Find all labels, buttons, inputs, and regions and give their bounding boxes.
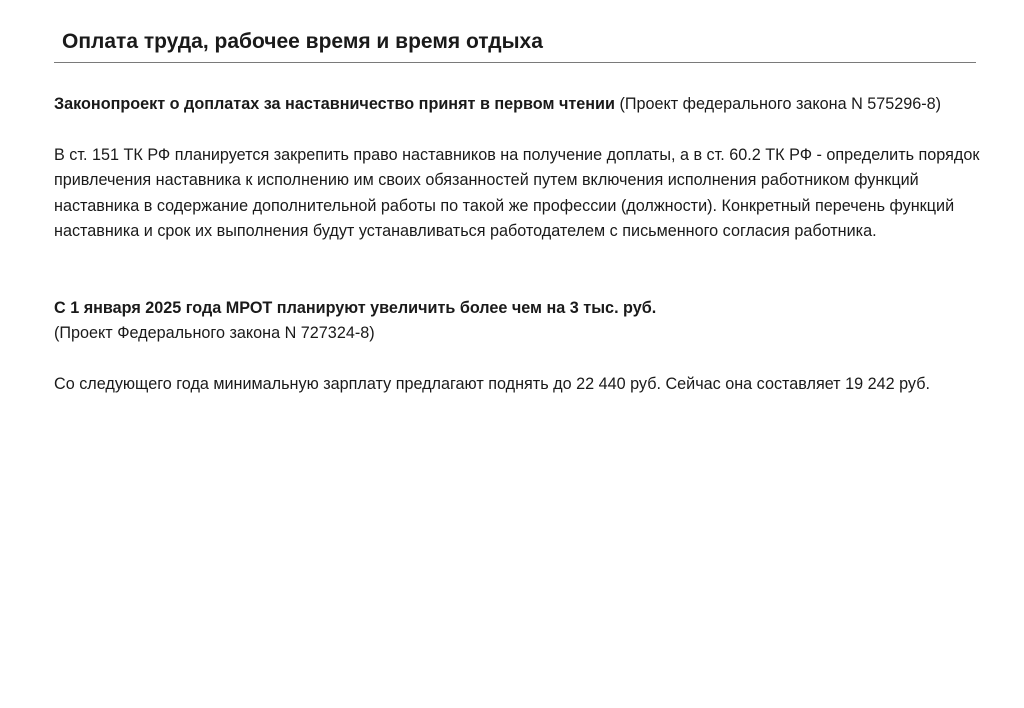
page-title: Оплата труда, рабочее время и время отдыха (62, 30, 543, 53)
title-divider (54, 62, 976, 63)
news-item-2-source: (Проект Федерального закона N 727324-8) (54, 324, 375, 342)
spacer (54, 118, 982, 143)
spacer (54, 347, 982, 372)
news-item-2-heading: С 1 января 2025 года МРОТ планируют увеличить более чем на 3 тыс. руб. (54, 298, 657, 317)
content-area (54, 92, 982, 397)
news-item-1-source: (Проект федерального закона N 575296-8) (619, 95, 942, 113)
spacer (54, 245, 982, 296)
news-item-2-body: Со следующего года минимальную зарплату предлагают поднять до 22 440 руб. Сейчас она составляет 19 242 руб. (54, 374, 930, 393)
news-item-1-heading: Законопроект о доплатах за наставничество принят в первом чтении (54, 95, 615, 113)
news-item-1-body: В ст. 151 ТК РФ планируется закрепить право наставников на получение доплаты, а в ст. 60.2 ТК РФ - определить порядок привлечения наставника к исполнению им своих обязанностей путем включения исполнения работником функций наставника в содержание дополнительной работы по такой же профессии (должности). Конкретный перечень функций наставника и срок их выполнения будут устанавливаться работодателем с письменного согласия работника. (54, 145, 980, 240)
news-item-1-header (54, 92, 982, 118)
